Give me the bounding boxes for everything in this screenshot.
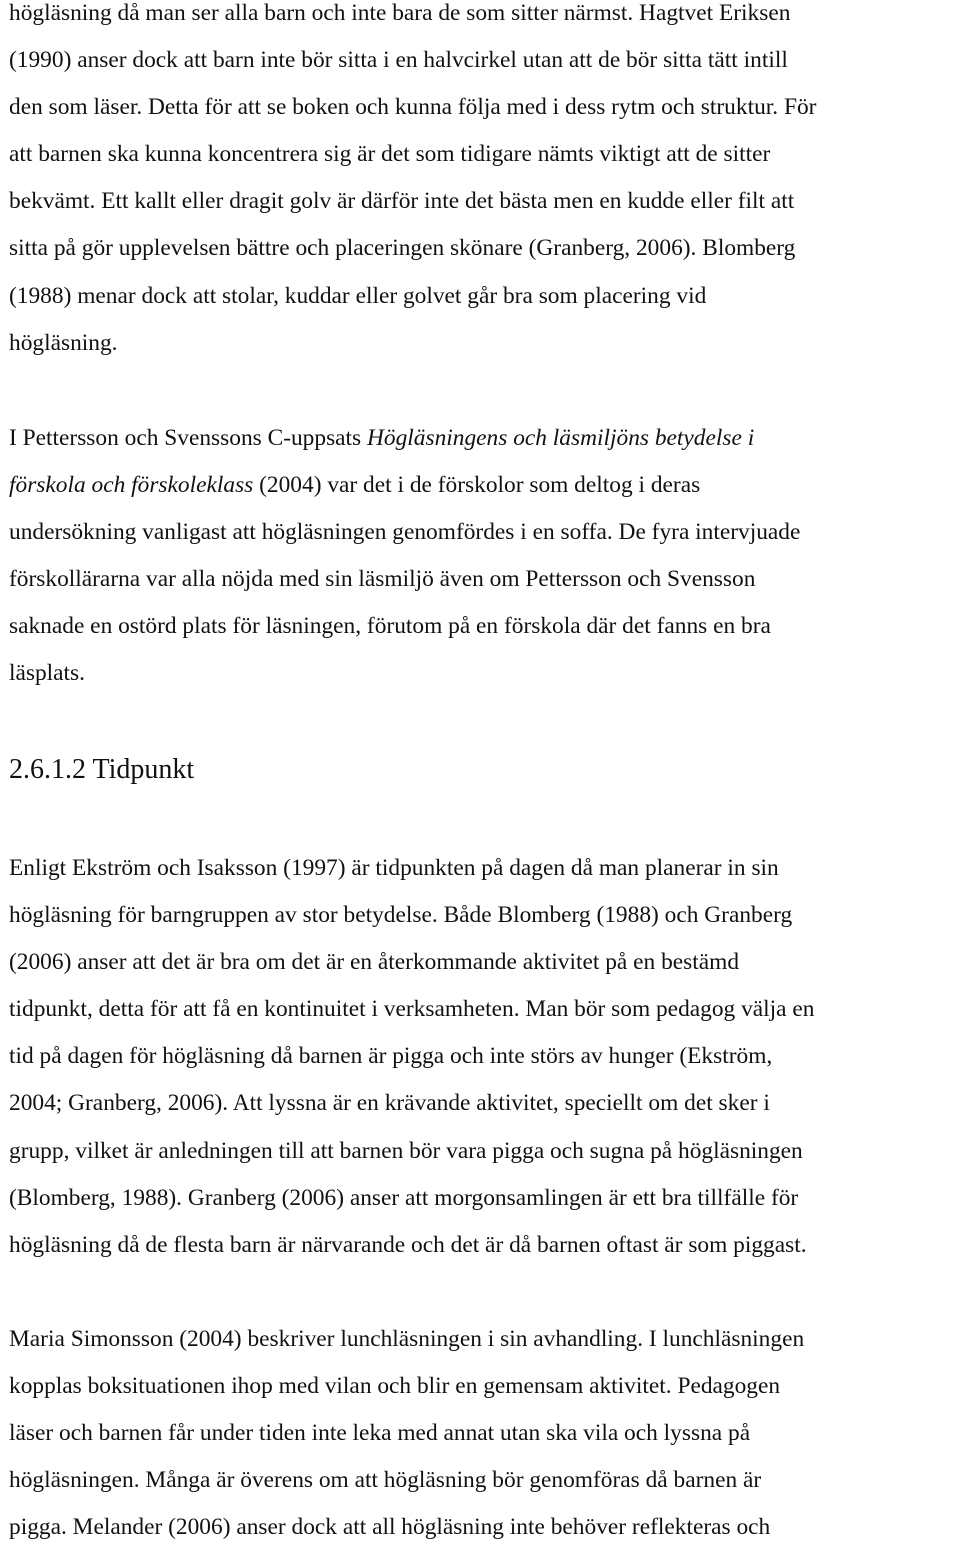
- text-run: (2004) var det i de förskolor som deltog i deras: [253, 472, 701, 499]
- text-line: Maria Simonsson (2004) beskriver lunchläsningen i sin avhandling. I lunchläsningen: [9, 1326, 805, 1352]
- text-line: [9, 462, 800, 509]
- text-line: (1988) menar dock att stolar, kuddar eller golvet går bra som placering vid: [9, 282, 707, 309]
- text-line: högläsning då de flesta barn är närvarande och det är då barnen oftast är som piggast.: [9, 1231, 807, 1258]
- thesis-title-italic: Högläsningens och läsmiljöns betydelse i: [367, 425, 755, 451]
- paragraph-lunch-reading: [9, 1316, 804, 1551]
- text-line: läsplats.: [9, 660, 86, 687]
- text-line: undersökning vanligast att högläsningen genomfördes i en soffa. De fyra intervjuade: [9, 519, 801, 546]
- text-line: (Blomberg, 1988). Granberg (2006) anser att morgonsamlingen är ett bra tillfälle för: [9, 1184, 799, 1211]
- text-line: saknade en ostörd plats för läsningen, förutom på en förskola där det fanns en bra: [9, 613, 771, 640]
- text-line: (2006) anser att det är bra om det är en återkommande aktivitet på en bestämd: [9, 949, 740, 976]
- text-line: bekvämt. Ett kallt eller dragit golv är därför inte det bästa men en kudde eller filt att: [9, 188, 795, 215]
- text-line: 2004; Granberg, 2006). Att lyssna är en krävande aktivitet, speciellt om det sker i: [9, 1090, 770, 1117]
- text-line: tid på dagen för högläsning då barnen är pigga och inte störs av hunger (Ekström,: [9, 1043, 773, 1070]
- text-line: att barnen ska kunna koncentrera sig är det som tidigare nämts viktigt att de sitter: [9, 141, 771, 168]
- text-line: kopplas boksituationen ihop med vilan och blir en gemensam aktivitet. Pedagogen: [9, 1373, 781, 1400]
- text-line: högläsning.: [9, 329, 118, 356]
- text-line: (1990) anser dock att barn inte bör sitta i en halvcirkel utan att de bör sitta tätt intill: [9, 47, 788, 74]
- text-line: högläsningen. Många är överens om att högläsning bör genomföras då barnen är: [9, 1467, 762, 1494]
- text-run: I Pettersson och Svenssons C-uppsats: [9, 425, 367, 451]
- paragraph-reading-environment: [9, 415, 800, 698]
- paragraph-timing: [9, 845, 814, 1269]
- section-heading: 2.6.1.2 Tidpunkt: [9, 754, 195, 785]
- text-line: Enligt Ekström och Isaksson (1997) är tidpunkten på dagen då man planerar in sin: [9, 855, 779, 881]
- text-line: högläsning då man ser alla barn och inte bara de som sitter närmst. Hagtvet Eriksen: [9, 0, 791, 26]
- thesis-title-italic: förskola och förskoleklass: [9, 472, 254, 499]
- text-line: [9, 415, 800, 462]
- text-line: läser och barnen får under tiden inte leka med annat utan ska vila och lyssna på: [9, 1420, 751, 1447]
- text-line: den som läser. Detta för att se boken och kunna följa med i dess rytm och struktur. För: [9, 94, 817, 121]
- text-line: förskollärarna var alla nöjda med sin läsmiljö även om Pettersson och Svensson: [9, 566, 756, 593]
- text-line: sitta på gör upplevelsen bättre och placeringen skönare (Granberg, 2006). Blomberg: [9, 235, 796, 262]
- text-line: högläsning för barngruppen av stor betydelse. Både Blomberg (1988) och Granberg: [9, 902, 793, 929]
- text-line: tidpunkt, detta för att få en kontinuitet i verksamheten. Man bör som pedagog välja en: [9, 996, 815, 1023]
- text-line: grupp, vilket är anledningen till att barnen bör vara pigga och sugna på högläsningen: [9, 1137, 803, 1164]
- paragraph-seating: [9, 0, 816, 367]
- text-line: pigga. Melander (2006) anser dock att all högläsning inte behöver reflekteras och: [9, 1514, 771, 1541]
